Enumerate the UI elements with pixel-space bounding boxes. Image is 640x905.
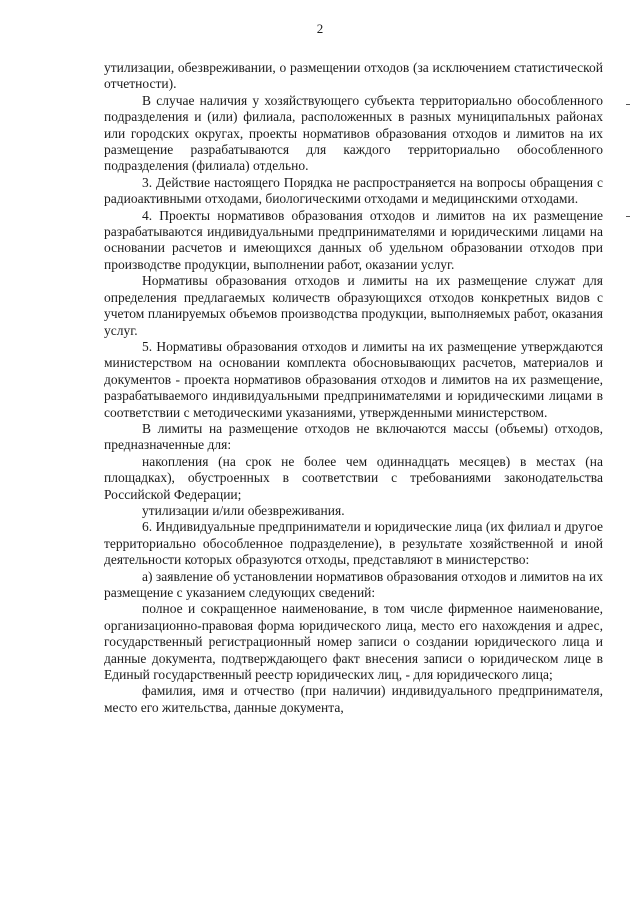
paragraph-legal-entity-details: полное и сокращенное наименование, в том числе фирменное наименование, организационно-правовая форма юридического лица, место его нахождения и адрес, государственный регистрационный номер записи о создании юридического лица и данные документа, подтверждающего факт внесения записи о юридическом лице в Единый государственный реестр юридических лиц, - для юридического лица; — [104, 601, 603, 683]
paragraph-continuation: утилизации, обезвреживании, о размещении отходов (за исключением статистической отчетности). — [104, 60, 603, 92]
paragraph-item-5: 5. Нормативы образования отходов и лимиты на их размещение утверждаются министерством на основании комплекта обосновывающих расчетов, материалов и документов - проекта нормативов образования отходов и лимитов на их размещение, разрабатываемого индивидуальными предпринимателями и юридическими лицами в соответствии с методическими указаниями, утвержденными министерством. — [104, 338, 603, 420]
margin-tick-mark — [626, 216, 630, 217]
paragraph-item-6: 6. Индивидуальные предприниматели и юридические лица (их филиал и другое территориально обособленное подразделение), в результате хозяйственной и иной деятельности которых образуются отходы, представляют в министерство: — [104, 519, 603, 568]
paragraph-item-3: 3. Действие настоящего Порядка не распространяется на вопросы обращения с радиоактивными отходами, биологическими отходами и медицинскими отходами. — [104, 174, 603, 207]
paragraph-separate-subdivisions: В случае наличия у хозяйствующего субъекта территориально обособленного подразделения и (или) филиала, расположенных в разных муниципальных районах или городских округах, проекты нормативов образования отходов и лимитов на их размещение разрабатываются для каждого территориально обособленного подразделения (филиала) отдельно. — [104, 92, 603, 174]
document-body — [104, 60, 603, 716]
paragraph-norms-purpose: Нормативы образования отходов и лимиты на их размещение служат для определения предлагаемых количеств образующихся отходов конкретных видов с учетом планируемых объемов производства продукции, выполняемых работ, оказания услуг. — [104, 273, 603, 338]
paragraph-limits-exclusion: В лимиты на размещение отходов не включаются массы (объемы) отходов, предназначенные для: — [104, 420, 603, 453]
margin-tick-mark — [626, 104, 630, 105]
page-number: 2 — [316, 21, 324, 36]
paragraph-item-6a: а) заявление об установлении нормативов образования отходов и лимитов на их размещение с указанием следующих сведений: — [104, 568, 603, 600]
paragraph-utilization: утилизации и/или обезвреживания. — [142, 502, 345, 518]
paragraph-item-4: 4. Проекты нормативов образования отходов и лимитов на их размещение разрабатываются индивидуальными предпринимателями и юридическими лицами на основании расчетов и имеющихся данных об удельном образовании отходов при производстве продукции, выполнении работ, оказании услуг. — [104, 207, 603, 272]
paragraph-entrepreneur-details: фамилия, имя и отчество (при наличии) индивидуального предпринимателя, место его жительства, данные документа, — [104, 683, 603, 715]
paragraph-accumulation: накопления (на срок не более чем одиннадцать месяцев) в местах (на площадках), обустроенных в соответствии с требованиями законодательства Российской Федерации; — [104, 453, 603, 502]
